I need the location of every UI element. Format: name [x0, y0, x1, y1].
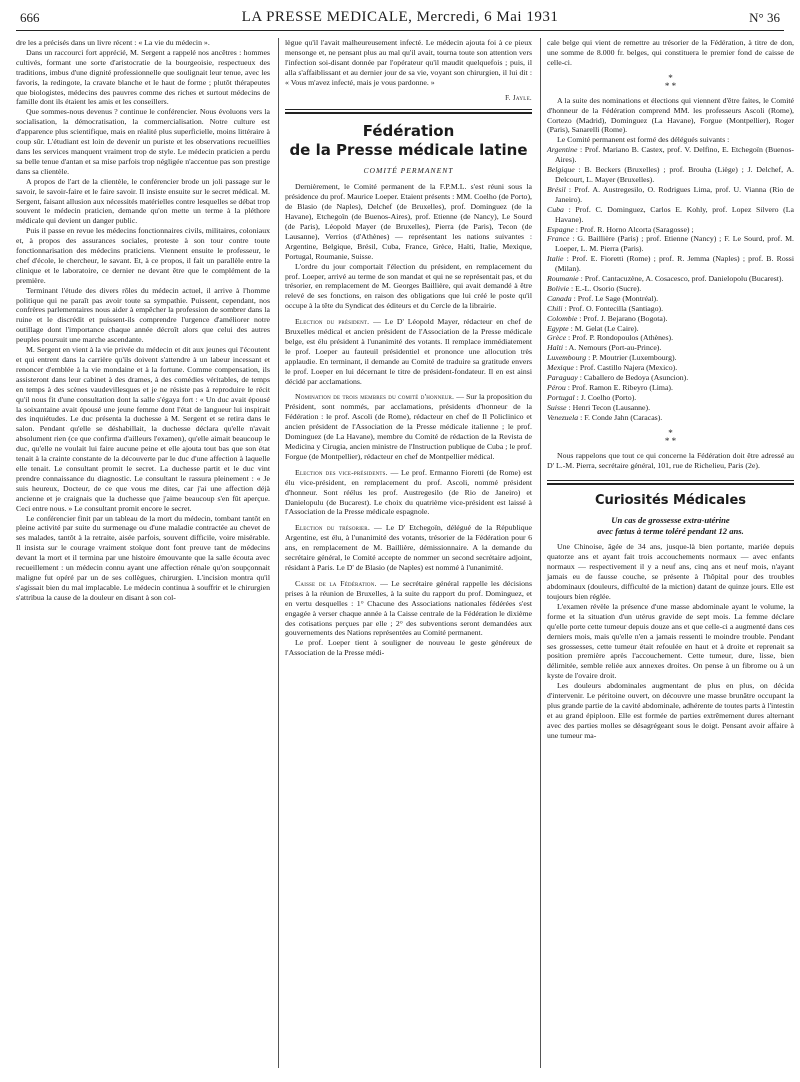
paragraph-text: — Le D' Léopold Mayer, rédacteur en chef de Bruxelles médical et ancien président de l'Association de la Presse médicale belge, est élu président à l'unanimité des votants. Il remplace immédiatement le prof. Loeper au fauteuil présidentiel et prononce une allocution très applaudie. En terminant, il demande au Comité de traduire sa gratitude envers le prof. Loeper en lui décernant le titre de président-fondateur. Il en est ainsi décidé par acclamations. [285, 317, 532, 386]
delegate-names: B. Beckers (Bruxelles) ; prof. Brouha (Liège) ; J. Delchef, A. Delcourt, L. Mayer (Bruxelles). [555, 165, 794, 184]
column-middle [278, 38, 532, 1068]
paragraph: Le conférencier finit par un tableau de la mort du médecin, tombant tantôt en pleine activité par suite du surmenage ou d'une maladie contractée au chevet de ses malades, tantôt à la retraite, aisée parfois, souvent difficile, voire misérable. Il insista sur le courage vraiment stoïque dont font preuve tant de médecins devant la mort et il termina par une histoire émouvante que la salle écouta avec recueillement : un médecin connu ayant une affection rénale qu'on soupçonnait maligne fut opéré par un de ses collègues, chirurgien. L'incision montra qu'il s'agissait bien du mal implacable. Le médecin continua à souffrir et le chirurgien s'attribua la cause de la douleur en disant à son col- [16, 513, 270, 602]
delegate-entry: Espagne : Prof. R. Horno Alcorta (Saragosse) ; [547, 224, 694, 234]
section-divider-thick [285, 112, 532, 114]
paragraph [285, 262, 532, 312]
delegate-entry: Canada : Prof. Le Sage (Montréal). [547, 293, 659, 303]
delegate-country: Portugal [547, 392, 575, 402]
paragraph: Que sommes-nous devenus ? continue le conférencier. Nous évoluons vers la socialisation, la démocratisation, la commercialisation. Notre culture est d'apparence plus scientifique, mais en réalité plus superficielle, moins littéraire à coup sûr. L'étudiant est loin de devenir un puriste et les observations recueillies dans les services manquent vraiment trop de style. Le médecin praticien a perdu sa belle tenue d'antan et sa mise parfois trop négligée n'accentue pas son prestige dans sa clientèle. [16, 107, 270, 176]
section-divider-thick [547, 483, 794, 485]
delegate-country: Belgique [547, 165, 575, 175]
delegate-entry: Suisse : Henri Tecon (Lausanne). [547, 402, 651, 412]
delegate-names: Prof. J. Bejarano (Bogota). [583, 313, 668, 323]
paragraph-text: L'ordre du jour comportait l'élection du président, en remplacement du prof. Loeper, arrivé au terme de son mandat et qui ne se représentait pas, et du trésorier, en remplacement de M. Georges Baillière, qui avait demandé à être relevé de ses fonctions, en raison des obligations que lui créé le poste qu'il occupe à la tête du Syndicat des éditeurs et du Cercle de la librairie. [285, 261, 532, 311]
article-title-line: Un cas de grossesse extra-utérine [611, 515, 730, 526]
paragraph: Puis il passe en revue les médecins fonctionnaires civils, militaires, coloniaux et, à propos des assurances sociales, proteste à son tour contre toute fonctionnarisation des médecins praticiens. Viennent ensuite le professeur, le chef d'école, le chercheur, le savant. Et, à ce propos, il fait un parallèle entre la clinique et le laboratoire, ce dernier ne devant être que le complément de la première. [16, 226, 270, 285]
delegate-entry: Grèce : Prof. P. Rondopoulos (Athènes). [547, 333, 674, 343]
delegate-country: Brésil [547, 184, 566, 194]
paragraph-lead-in: Election des vice-présidents. [295, 467, 388, 477]
section-subhead: COMITÉ PERMANENT [363, 166, 454, 176]
delegate-list [547, 145, 794, 422]
delegate-country: Luxembourg [547, 353, 587, 363]
delegate-country: Haïti [547, 343, 564, 353]
delegate-entry: Mexique : Prof. Castillo Najera (Mexico). [547, 363, 678, 373]
delegate-names: Prof. E. Fioretti (Rome) ; prof. R. Jemma (Naples) ; prof. B. Rossi (Milan). [555, 254, 794, 274]
delegate-entry: Portugal : J. Coelho (Porto). [547, 392, 637, 402]
delegate-country: France [547, 234, 570, 244]
paragraph: Dans un raccourci fort apprécié, M. Sergent a rappelé nos ancêtres : hommes cultivés, formant une sorte d'aristocratie de la bourgeoisie, respectueux des traditions, imbus d'une dignité professionnelle que soulignait leur tenue, avec les favoris, la redingote, la cravate blanche et le haut de forme ; plutôt thérapeutes que biologistes, médecins des pauvres comme des riches et surtout médecins de famille dont ils étaient les amis et les conseillers. [16, 47, 270, 107]
paragraph-text: Le prof. Loeper tient à souligner de nouveau le geste généreux de l'Association de la Presse médi- [285, 638, 532, 658]
paragraph [285, 182, 532, 261]
delegate-entry: Pérou : Prof. Ramon E. Ribeyro (Lima). [547, 383, 673, 392]
delegate-entry: Egypte : M. Gelat (Le Caire). [547, 323, 639, 333]
paragraph [285, 317, 532, 386]
delegate-names: Prof. Ramon E. Ribeyro (Lima). [571, 383, 673, 392]
delegate-names: M. Gelat (Le Caire). [574, 323, 639, 333]
paragraph-lead-in: Election du trésorier. [295, 523, 370, 533]
section-title-line: Fédération [362, 122, 455, 141]
columns [16, 38, 794, 1068]
paragraph: Les douleurs abdominales augmentant de plus en plus, on décida d'intervenir. Le péritoine ouvert, on découvre une masse brunâtre occupant la plus grande partie de la cavité abdominale, adhérente de toutes parts à l'intestin et au grand épiploon. Elle est formée de parties extrêmement dures alternant avec des parties molles se désagrégeant sous le doigt. Pensant avoir affaire à une tumeur ma- [547, 681, 794, 740]
delegate-country: Egypte [547, 323, 569, 333]
paragraph: A la suite des nominations et élections qui viennent d'être faites, le Comité d'honneur de la Fédération comprend MM. les professeurs Ascoli (Rome), Cortezo (Madrid), Dominguez (La Havane), Forgue (Montpellier), Roger (Paris), Sanarelli (Rome). [547, 95, 794, 135]
section-divider [547, 480, 794, 481]
delegate-country: Argentine [547, 145, 578, 155]
delegate-entry: Cuba : Prof. C. Dominguez, Carlos E. Kohly, prof. Lopez Silvero (La Havane). [547, 204, 794, 224]
delegate-country: Mexique [547, 363, 574, 373]
delegate-entry: Colombie : Prof. J. Bejarano (Bogota). [547, 313, 668, 323]
paragraph-lead-in: Nomination de trois membres du comité d'honneur. [295, 392, 455, 402]
delegate-entry: Italie : Prof. E. Fioretti (Rome) ; prof. R. Jemma (Naples) ; prof. B. Rossi (Milan). [547, 254, 794, 274]
delegate-entry: Roumanie : Prof. Cantacuzène, A. Cosacesco, prof. Danielopolu (Bucarest). [547, 274, 784, 284]
paragraph-text: — Le prof. Ermanno Fioretti (de Rome) est élu vice-président, en remplacement du prof. Ascoli, nommé président d'honneur. Sont réélus les prof. Austregesilo (de Rio de Janeiro) et Danielopulu (de Bucarest). Le choix du quatrième vice-président est laissé à l'Association de la Presse médicale espagnole. [285, 467, 532, 517]
delegate-entry: Bolivie : E.-L. Osorio (Sucre). [547, 283, 642, 293]
delegate-names: G. Baillière (Paris) ; prof. Etienne (Nancy) ; F. Le Sourd, prof. M. Loeper, L. M. Pierra (Paris). [555, 234, 794, 254]
delegate-entry: France : G. Baillière (Paris) ; prof. Etienne (Nancy) ; F. Le Sourd, prof. M. Loeper, L. M. Pierra (Paris). [547, 234, 794, 254]
delegate-country: Bolivie [547, 283, 570, 293]
delegate-names: Prof. O. Fontecilla (Santiago). [568, 303, 664, 313]
paragraph: Nous rappelons que tout ce qui concerne la Fédération doit être adressé au D' L.-M. Pierra, secrétaire général, 101, rue de Richelieu, Paris (2e). [547, 450, 794, 470]
paragraph [285, 638, 532, 658]
paragraph [285, 392, 532, 461]
delegate-entry: Venezuela : F. Conde Jahn (Caracas). [547, 412, 663, 422]
delegate-names: J. Coelho (Porto). [580, 392, 637, 402]
paragraph-text: — Le D' Etchegoïn, délégué de la République Argentine, est élu, à l'unanimité des votants, trésorier de la Fédération pour 6 ans, en remplacement de M. Baillière, démissionnaire. A la demande du secrétaire général, le Comité accepte de nommer un second secrétaire adjoint, résidant à Paris. Le D' de Blasio (de Naples) est nommé à l'unanimité. [285, 523, 532, 572]
article-title-line: avec fœtus à terme toléré pendant 12 ans. [597, 525, 744, 536]
paragraph: cale belge qui vient de remettre au trésorier de la Fédération, à titre de don, une somme de 8.000 fr. belges, qui constituera le premier fond de caisse de celle-ci. [547, 38, 794, 67]
delegate-names: Prof. Castillo Najera (Mexico). [579, 363, 678, 373]
delegate-entry: Brésil : Prof. A. Austregesilo, O. Rodrigues Lima, prof. U. Vianna (Rio de Janeiro). [547, 184, 794, 204]
delegate-names: A. Nemours (Port-au-Prince). [568, 343, 662, 353]
section-title [285, 122, 532, 160]
delegate-names: Prof. Mariano B. Castex, prof. V. Delfino, E. Etchegoïn (Buenos-Aires). [555, 145, 794, 165]
paragraph: Le Comité permanent est formé des délégués suivants : [557, 135, 730, 145]
column-right [540, 38, 794, 1068]
paragraph [285, 523, 532, 573]
delegate-names: Prof. A. Austregesilo, O. Rodrigues Lima, prof. U. Vianna (Rio de Janeiro). [555, 184, 794, 204]
delegate-names: P. Moutrier (Luxembourg). [592, 353, 677, 363]
delegate-names: Henri Tecon (Lausanne). [572, 402, 651, 412]
delegate-entry: Belgique : B. Beckers (Bruxelles) ; prof. Brouha (Liège) ; J. Delchef, A. Delcourt, L. Mayer (Bruxelles). [547, 165, 794, 184]
running-header [16, 8, 784, 31]
paragraph [285, 579, 532, 638]
paragraph: M. Sergent en vient à la vie privée du médecin et dit aux jeunes qui l'écoutent et qui entrent dans la carrière qu'ils doivent s'attendre à un labeur incessant et renoncer d'emblée à la vie mondaine et à la fortune. Comme compensation, ils assisteront dans leur cabinet à des drames, à des comédies véritables, de temps en temps à des scènes vaudevillesques et je ne résiste pas à reproduire le récit qu'il nous fit d'une consultation dont la salle s'égaya fort : « Un duc avait épousé la soixantaine avait épousé une jeune femme dont l'état de langueur lui inspirait des inquiétudes. Le duc présenta la duchesse à M. Sergent et se retira dans le salon. Pendant qu'elle se déshabillait, la duchesse déclara qu'elle n'avait absolument rien (ce que confirma d'ailleurs l'examen), qu'elle aimait beaucoup le duc, qu'elle ne voulait lui faire aucune peine et elle ajouta tout bas que son état tenait à la crainte constante de la découverte par le duc d'une affection à laquelle elle tenait. Le consultant promit le secret. La duchesse partit et le duc vint prendre connaissance du diagnostic. Le consultant le rassura pleinement : « Je suis heureux, Docteur, de ce que vous me dites, car j'ai une affection déjà ancienne et je craignais que la duchesse que j'aime beaucoup s'en fût aperçue. Ceci entre nous. » Le consultant promit encore le secret. [16, 345, 270, 513]
delegate-entry: Luxembourg : P. Moutrier (Luxembourg). [547, 353, 677, 363]
issue-number: N° 36 [749, 10, 780, 25]
journal-title: LA PRESSE MEDICALE, Mercredi, 6 Mai 1931 [241, 9, 559, 25]
paragraph: Une Chinoise, âgée de 34 ans, jusque-là bien portante, mariée depuis quatorze ans et ayant fait trois accouchements normaux — avec enfants normaux — respectivement il y a neuf ans, cinq ans et neuf mois, n'ayant jamais eu de fausse couche, se présente à l'hôpital pour des troubles abdominaux (douleurs, difficulté de la miction) datant de quinze jours. Elle est toujours bien réglée. [547, 542, 794, 601]
delegate-entry: Chili : Prof. O. Fontecilla (Santiago). [547, 303, 664, 313]
federation-paragraphs [285, 182, 532, 658]
paragraph-lead-in: Caisse de la Fédération. [295, 578, 377, 588]
delegate-names: Prof. Le Sage (Montréal). [577, 293, 659, 303]
paragraph-text: — Le secrétaire général rappelle les décisions prises à la réunion de Bruxelles, à la suite du rapport du prof. Dominguez, et en vertu desquelles : 1° Chacune des Associations nationales fédérées s'est engagée à verser chaque année à la Caisse centrale de la Fédération le dixième des cotisations perçues par elle ; 2° des subventions seront demandées aux gouvernements des Nations représentées au Comité permanent. [285, 578, 532, 638]
delegate-names: Prof. C. Dominguez, Carlos E. Kohly, prof. Lopez Silvero (La Havane). [555, 204, 794, 224]
delegate-names: F. Conde Jahn (Caracas). [584, 412, 663, 422]
paragraph [285, 468, 532, 518]
delegate-country: Venezuela [547, 412, 579, 422]
delegate-names: Prof. P. Rondopoulos (Athènes). [572, 333, 674, 343]
paragraph: A propos de l'art de la clientèle, le conférencier brode un joli passage sur le savoir, le savoir-faire et le faire savoir. Il insiste ensuite sur le secret médical. M. Sergent, faisant allusion aux nécessités matérielles contre lesquelles se débat trop souvent le médecin praticien, demande qu'on mette un terme à la pléthore médicale qui devient un danger public. [16, 176, 270, 226]
section-title: Curiosités Médicales [594, 493, 747, 509]
paragraph: L'examen révèle la présence d'une masse abdominale ayant le volume, la forme et la situation d'un utérus gravide de sept mois. La femme déclare qu'elle porte cette tumeur depuis douze ans et que celle-ci a augmenté dans ces derniers mois, mais qu'elle n'en a jamais ressenti le moindre trouble. Pendant ses grossesses, cette tumeur était refoulée en haut et à droite et reprenait sa position première après l'accouchement. Cette tumeur, dure, lisse, bien délimitée, semble reliée aux annexes droites. On pense à un fibrome ou à un kyste de l'ovaire droit. [547, 601, 794, 681]
delegate-names: Prof. R. Horno Alcorta (Saragosse) ; [579, 224, 694, 234]
article-title [547, 515, 794, 536]
delegate-country: Suisse [547, 402, 567, 412]
delegate-country: Cuba [547, 204, 564, 214]
delegate-names: Caballero de Bedoya (Asuncion). [583, 373, 689, 383]
paragraph: lègue qu'il l'avait malheureusement infecté. Le médecin ajouta foi à ce pieux mensonge et, ne pensant plus au mal qu'il avait, tourna toute son attention vers l'infection soi-disant donnée par l'opérateur qu'il maudit quelquefois ; puis, il alla s'affaiblissant et au dernier jour de sa vie, voyant son chirurgien, il lui dit : « Vous m'avez infecté, mais je vous pardonne. » [285, 38, 532, 87]
paragraph-text: — Sur la proposition du Président, sont nommés, par acclamations, présidents d'honneur de la Fédération : le prof. Ascoli (de Rome), rédacteur en chef de Il Policlinico et ancien président de l'Association de la Presse médicale italienne ; le prof. Dominguez (de La Havane), membre du Comité de rédaction de la Revista de Medicina y Cirugia, ancien ministre de l'Instruction publique de Cuba ; le prof. Forgue (de Montpellier), rédacteur en chef de Montpellier médical. [285, 392, 532, 461]
section-title-line: de la Presse médicale latine [289, 141, 528, 160]
delegate-country: Canada [547, 293, 572, 303]
paragraph: dre les a précisés dans un livre récent : « La vie du médecin ». [16, 38, 210, 47]
paragraph: Terminant l'étude des divers rôles du médecin actuel, il arrive à l'homme politique qui ne paraît pas avoir toute sa sympathie. Puissent, cependant, nos confrères parlementaires nous aider à empêcher la profession de sombrer dans la ruine et le discrédit et puissent-ils comprendre l'urgence d'améliorer notre outillage dont l'importance chaque année décroît alors que celui des autres peuples poursuit une marche ascendante. [16, 285, 270, 345]
delegate-entry: Argentine : Prof. Mariano B. Castex, prof. V. Delfino, E. Etchegoïn (Buenos-Aires). [547, 145, 794, 165]
section-divider [285, 109, 532, 110]
paragraph-lead-in: Election du président. [295, 317, 370, 327]
delegate-country: Colombie [547, 313, 578, 323]
curiosites-section [547, 480, 794, 740]
delegate-country: Pérou [547, 383, 566, 392]
delegate-names: Prof. Cantacuzène, A. Cosacesco, prof. Danielopolu (Bucarest). [584, 274, 784, 284]
paragraph-text: Dernièrement, le Comité permanent de la F.P.M.L. s'est réuni sous la présidence du prof. Maurice Loeper. Etaient présents : MM. Coelho (de Porto), de Blasio (de Naples), Delchef (de Bruxelles), prof. Dominguez (de la Havane), Etchegoïn (de Buenos-Aires), prof. Etienne (de Nancy), Le Sourd (de Paris), Léopold Mayer (de Bruxelles), Pierra (de Paris), Tecon (de Lausanne), Verrios (d'Athènes) — représentant les nations suivantes : Argentine, Belgique, Brésil, Cuba, France, Grèce, Haïti, Italie, Mexique, Portugal, Roumanie, Suisse. [285, 182, 532, 261]
delegate-country: Grèce [547, 333, 567, 343]
delegate-entry: Haïti : A. Nemours (Port-au-Prince). [547, 343, 662, 353]
delegate-country: Paraguay [547, 373, 578, 383]
delegate-country: Chili [547, 303, 563, 313]
asterism: * * * [664, 427, 677, 446]
asterism: * * * [664, 72, 677, 91]
delegate-country: Italie [547, 254, 564, 264]
page-number: 666 [20, 10, 40, 25]
article-signature: F. Jayle. [505, 93, 532, 102]
column-left [16, 38, 270, 1068]
delegate-country: Roumanie [547, 274, 579, 284]
delegate-entry: Paraguay : Caballero de Bedoya (Asuncion). [547, 373, 689, 383]
delegate-names: E.-L. Osorio (Sucre). [575, 283, 642, 293]
delegate-country: Espagne [547, 224, 574, 234]
